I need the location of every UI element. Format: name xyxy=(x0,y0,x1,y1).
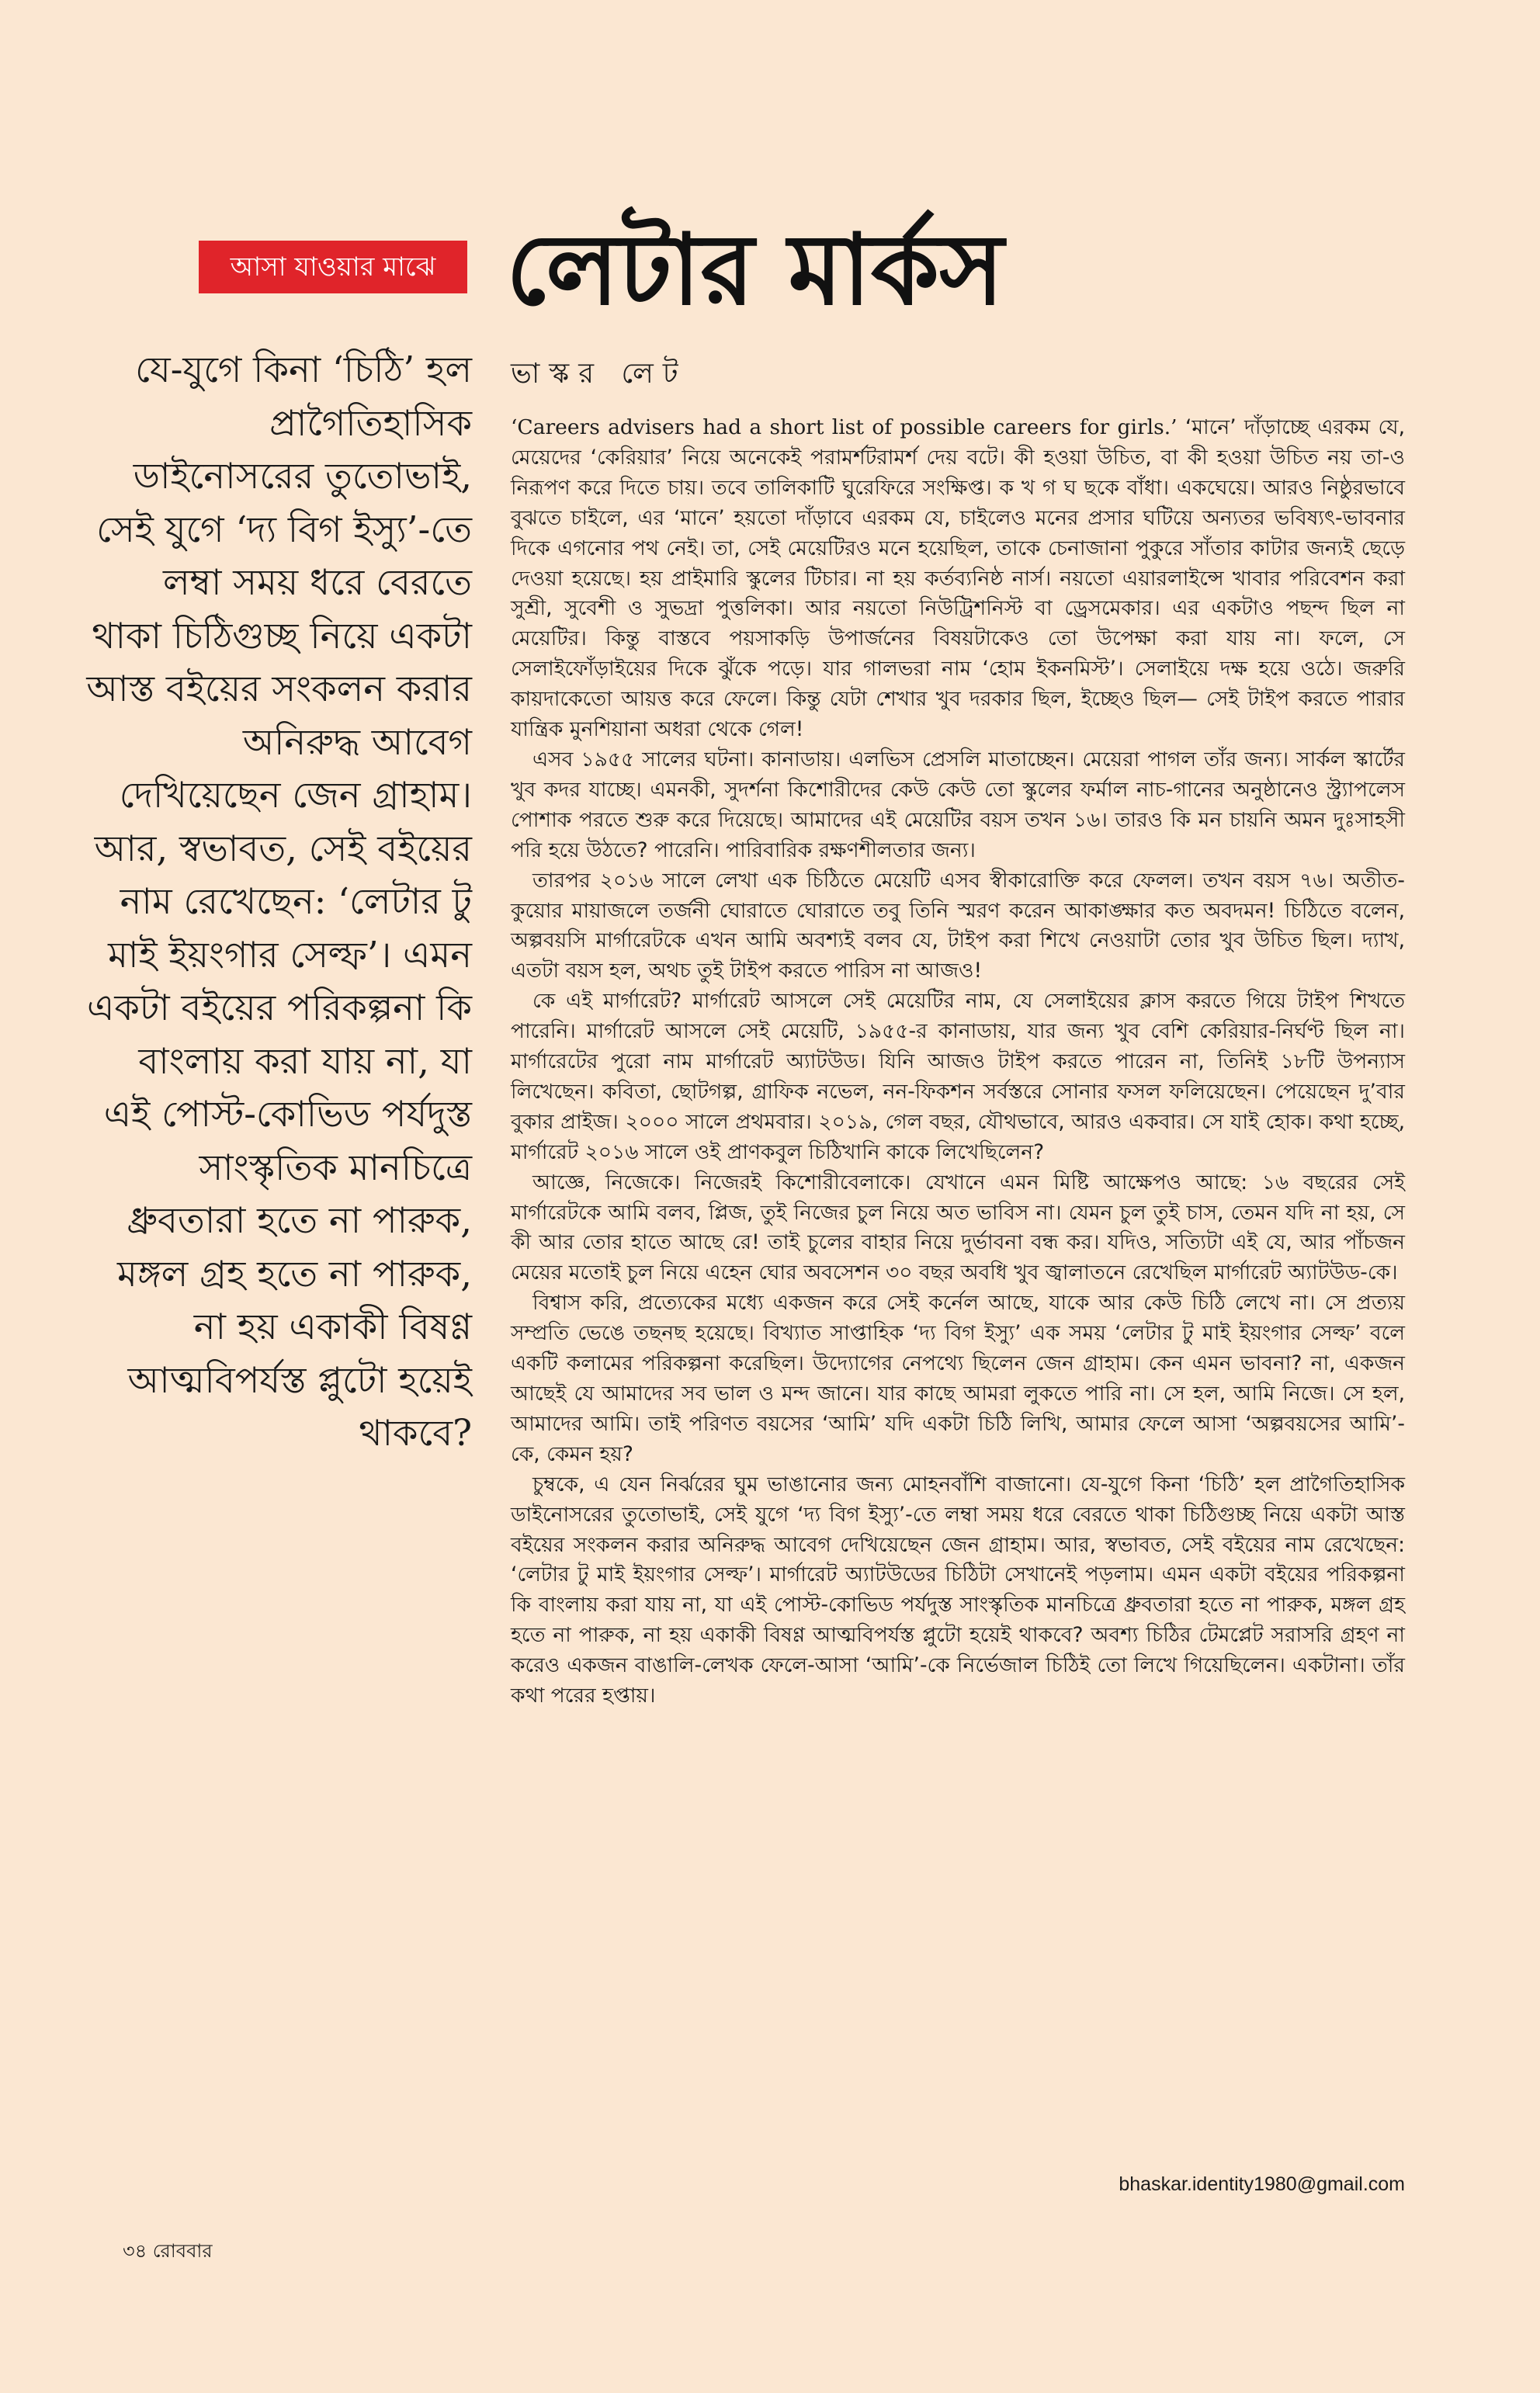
pull-quote: যে-যুগে কিনা ‘চিঠি’ হল প্রাগৈতিহাসিক ডাইনোসরের তুতোভাই, সেই যুগে ‘দ্য বিগ ইস্যু’-তে লম্বা সময় ধরে বেরতে থাকা চিঠিগুচ্ছ নিয়ে একটা আস্ত বইয়ের সংকলন করার অনিরুদ্ধ আবেগ দেখিয়েছেন জেন গ্রাহাম। আর, স্বভাবত, সেই বইয়ের নাম রেখেছেন: ‘লেটার টু মাই ইয়ংগার সেল্ফ’। এমন একটা বইয়ের পরিকল্পনা কি বাংলায় করা যায় না, যা এই পোস্ট-কোভিড পর্যদুস্ত সাংস্কৃতিক মানচিত্রে ধ্রুবতারা হতে না পারুক, মঙ্গল গ্রহ হতে না পারুক, না হয় একাকী বিষণ্ণ আত্মবিপর্যস্ত প্লুটো হয়েই থাকবে? xyxy=(86,349,472,1454)
article-paragraph: আজ্ঞে, নিজেকে। নিজেরই কিশোরীবেলাকে। যেখানে এমন মিষ্টি আক্ষেপও আছে: ১৬ বছরের সেই মার্গারেটকে আমি বলব, প্লিজ, তুই নিজের চুল নিয়ে অত ভাবিস না। যেমন চুল তুই চাস, তেমন যদি না হয়, সে কী আর তোর হাতে আছে রে! তাই চুলের বাহার নিয়ে দুর্ভাবনা বন্ধ কর। যদিও, সত্যিটা এই যে, আর পাঁচজন মেয়ের মতোই চুল নিয়ে এহেন ঘোর অবসেশন ৩০ বছর অবধি খুব জ্বালাতনে রেখেছিল মার্গারেট অ্যাটউড-কে। xyxy=(511,1170,1405,1285)
section-label: আসা যাওয়ার মাঝে xyxy=(199,241,467,293)
article-paragraph: কে এই মার্গারেট? মার্গারেট আসলে সেই মেয়েটির নাম, যে সেলাইয়ের ক্লাস করতে গিয়ে টাইপ শিখতে পারেনি। মার্গারেট আসলে সেই মেয়েটি, ১৯৫৫-র কানাডায়, যার জন্য খুব বেশি কেরিয়ার-নির্ঘণ্ট ছিল না। মার্গারেটের পুরো নাম মার্গারেট অ্যাটউড। যিনি আজও টাইপ করতে পারেন না, তিনিই ১৮টি উপন্যাস লিখেছেন। কবিতা, ছোটগল্প, গ্রাফিক নভেল, নন-ফিকশন সর্বস্তরে সোনার ফসল ফলিয়েছেন। পেয়েছেন দু’বার বুকার প্রাইজ। ২০০০ সালে প্রথমবার। ২০১৯, গেল বছর, যৌথভাবে, আরও একবার। সে যাই হোক। কথা হচ্ছে, মার্গারেট ২০১৬ সালে ওই প্রাণকবুল চিঠিখানি কাকে লিখেছিলেন? xyxy=(511,989,1405,1164)
author-email: bhaskar.identity1980@gmail.com xyxy=(1119,2173,1405,2195)
headline: লেটার মার্কস xyxy=(506,212,1004,327)
article-body xyxy=(511,413,1405,2183)
lead-quote: ‘Careers advisers had a short list of possible careers for girls.’ xyxy=(511,415,1178,439)
article-paragraph: বিশ্বাস করি, প্রত্যেকের মধ্যে একজন করে সেই কর্নেল আছে, যাকে আর কেউ চিঠি লেখে না। সে প্রত্যয় সম্প্রতি ভেঙে তছনছ হয়েছে। বিখ্যাত সাপ্তাহিক ‘দ্য বিগ ইস্যু’ এক সময় ‘লেটার টু মাই ইয়ংগার সেল্ফ’ বলে একটি কলামের পরিকল্পনা করেছিল। উদ্যোগের নেপথ্যে ছিলেন জেন গ্রাহাম। কেন এমন ভাবনা? না, একজন আছেই যে আমাদের সব ভাল ও মন্দ জানে। যার কাছে আমরা লুকতে পারি না। সে হল, আমি নিজে। সে হল, আমাদের আমি। তাই পরিণত বয়সের ‘আমি’ যদি একটা চিঠি লিখি, আমার ফেলে আসা ‘অল্পবয়সের আমি’-কে, কেমন হয়? xyxy=(511,1291,1405,1466)
article-paragraph xyxy=(511,413,1405,745)
page-footer: ৩৪ রোববার xyxy=(123,2240,213,2262)
article-paragraph: চুম্বকে, এ যেন নির্ঝরের ঘুম ভাঙানোর জন্য মোহনবাঁশি বাজানো। যে-যুগে কিনা ‘চিঠি’ হল প্রাগৈতিহাসিক ডাইনোসরের তুতোভাই, সেই যুগে ‘দ্য বিগ ইস্যু’-তে লম্বা সময় ধরে বেরতে থাকা চিঠিগুচ্ছ নিয়ে একটা আস্ত বইয়ের সংকলন করার অনিরুদ্ধ আবেগ দেখিয়েছেন জেন গ্রাহাম। আর, স্বভাবত, সেই বইয়ের নাম রেখেছেন: ‘লেটার টু মাই ইয়ংগার সেল্ফ’। মার্গারেট অ্যাটউডের চিঠিটা সেখানেই পড়লাম। এমন একটা বইয়ের পরিকল্পনা কি বাংলায় করা যায় না, যা এই পোস্ট-কোভিড পর্যদুস্ত সাংস্কৃতিক মানচিত্রে ধ্রুবতারা হতে না পারুক, মঙ্গল গ্রহ হতে না পারুক, না হয় একাকী বিষণ্ণ আত্মবিপর্যস্ত প্লুটো হয়েই থাকবে? অবশ্য চিঠির টেমপ্লেট সরাসরি গ্রহণ না করেও একজন বাঙালি-লেখক ফেলে-আসা ‘আমি’-কে নির্ভেজাল চিঠিই তো লিখে গিয়েছিলেন। একটানা। তাঁর কথা পরের হপ্তায়। xyxy=(511,1472,1405,1708)
article-paragraph: এসব ১৯৫৫ সালের ঘটনা। কানাডায়। এলভিস প্রেসলি মাতাচ্ছেন। মেয়েরা পাগল তাঁর জন্য। সার্কল স্কার্টের খুব কদর যাচ্ছে। এমনকী, সুদর্শনা কিশোরীদের কেউ কেউ তো স্কুলের ফর্মাল নাচ-গানের অনুষ্ঠানেও স্ট্র্যাপলেস পোশাক পরতে শুরু করে দিয়েছে। আমাদের এই মেয়েটির বয়স তখন ১৬। তারও কি মন চায়নি অমন দুঃসাহসী পরি হয়ে উঠতে? পারেনি। পারিবারিক রক্ষণশীলতার জন্য। xyxy=(511,747,1405,862)
byline: ভাস্কর লেট xyxy=(511,358,688,390)
article-paragraph: তারপর ২০১৬ সালে লেখা এক চিঠিতে মেয়েটি এসব স্বীকারোক্তি করে ফেলল। তখন বয়স ৭৬। অতীত-কুয়োর মায়াজলে তর্জনী ঘোরাতে ঘোরাতে তবু তিনি স্মরণ করেন আকাঙ্ক্ষার কত অবদমন! চিঠিতে বলেন, অল্পবয়সি মার্গারেটকে এখন আমি অবশ্যই বলব যে, টাইপ করা শিখে নেওয়াটা তোর খুব উচিত ছিল। দ্যাখ, এতটা বয়স হল, অথচ তুই টাইপ করতে পারিস না আজও! xyxy=(511,868,1405,983)
paragraph-text: ‘মানে’ দাঁড়াচ্ছে এরকম যে, মেয়েদের ‘কেরিয়ার’ নিয়ে অনেকেই পরামর্শটরামর্শ দেয় বটে। কী হওয়া উচিত, বা কী হওয়া উচিত নয় তা-ও নিরূপণ করে দিতে চায়। তবে তালিকাটি ঘুরেফিরে সংক্ষিপ্ত। ক খ গ ঘ ছকে বাঁধা। একঘেয়ে। আরও নিষ্ঠুরভাবে বুঝতে চাইলে, এর ‘মানে’ হয়তো দাঁড়াবে এরকম যে, চাইলেও মনের প্রসার ঘটিয়ে অন্যতর ভবিষ্যৎ-ভাবনার দিকে এগনোর পথ নেই। তা, সেই মেয়েটিরও মনে হয়েছিল, তাকে চেনাজানা পুকুরে সাঁতার কাটার জন্যই ছেড়ে দেওয়া হয়েছে। হয় প্রাইমারি স্কুলের টিচার। না হয় কর্তব্যনিষ্ঠ নার্স। নয়তো এয়ারলাইন্সে খাবার পরিবেশন করা সুশ্রী, সুবেশী ও সুভদ্রা পুত্তলিকা। আর নয়তো নিউট্রিশনিস্ট বা ড্রেসমেকার। এর একটাও পছন্দ ছিল না মেয়েটির। কিন্তু বাস্তবে পয়সাকড়ি উপার্জনের বিষয়টাকেও তো উপেক্ষা করা যায় না। ফলে, সে সেলাইফোঁড়াইয়ের দিকে ঝুঁকে পড়ে। যার গালভরা নাম ‘হোম ইকনমিস্ট’। সেলাইয়ে দক্ষ হয়ে ওঠে। জরুরি কায়দাকেতো আয়ত্ত করে ফেলে। কিন্তু যেটা শেখার খুব দরকার ছিল, ইচ্ছেও ছিল— সেই টাইপ করতে পারার যান্ত্রিক মুনশিয়ানা অধরা থেকে গেল! xyxy=(511,415,1406,742)
